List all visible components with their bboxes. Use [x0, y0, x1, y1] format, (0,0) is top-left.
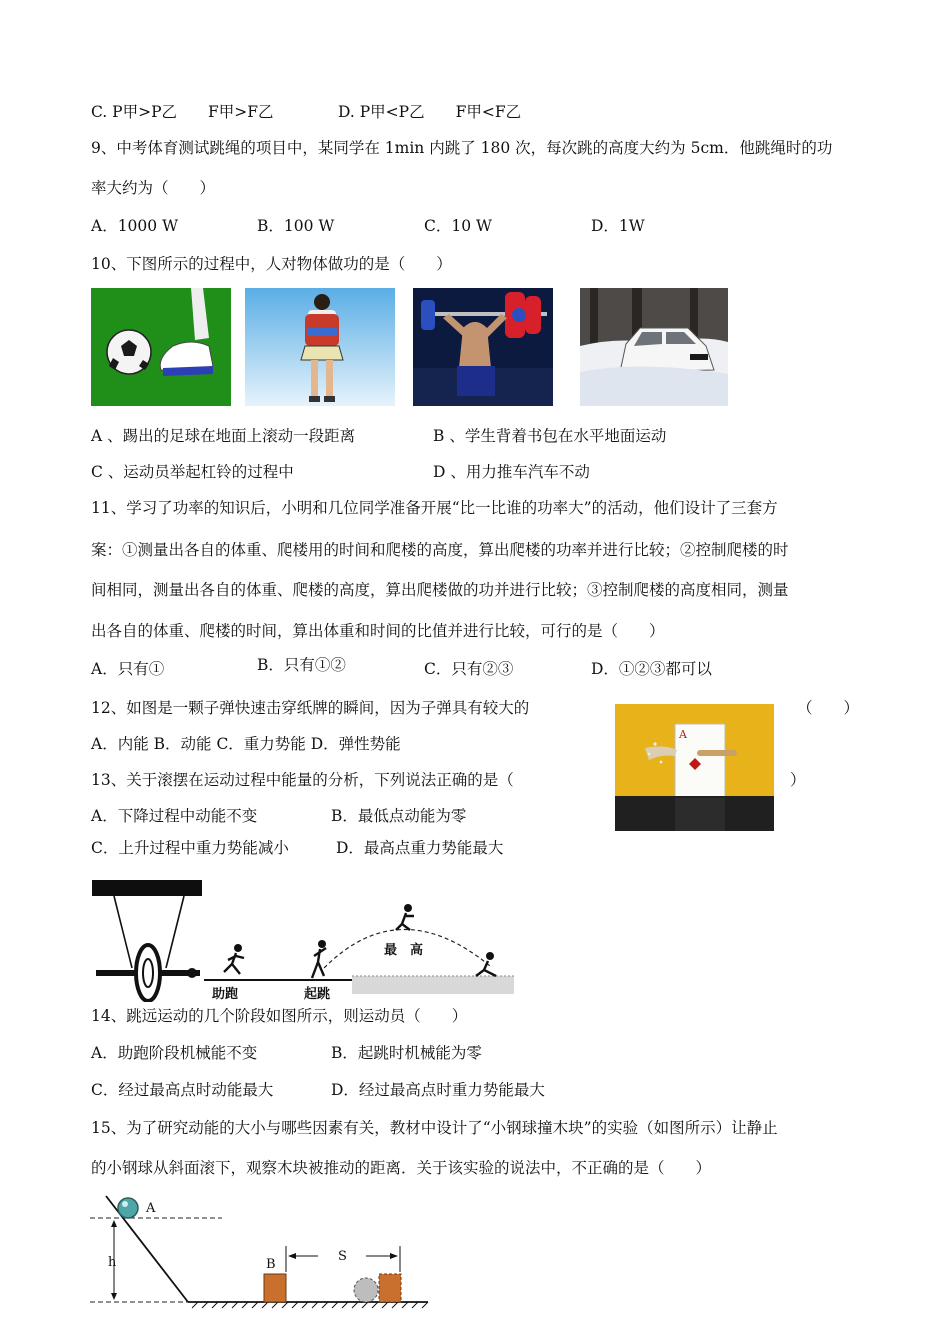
q13-option-d: D．最高点重力势能最大 — [336, 839, 504, 857]
q15-line-2: 的小钢球从斜面滚下，观察木块被推动的距离．关于该实验的说法中，不正确的是（ ） — [91, 1159, 712, 1177]
q11-line-2: 案：①测量出各自的体重、爬楼用的时间和爬楼的高度，算出爬楼的功率并进行比较；②控制爬楼的时 — [91, 541, 789, 559]
q13-answer-paren: ） — [790, 771, 806, 789]
q11-option-d: D．①②③都可以 — [591, 660, 712, 678]
q10-option-c: C 、运动员举起杠铃的过程中 — [91, 463, 294, 481]
q11-option-a: A．只有① — [91, 660, 165, 678]
q10-stem: 10、下图所示的过程中，人对物体做功的是（ ） — [91, 255, 452, 273]
label-height-h: h — [108, 1255, 117, 1270]
q12-stem: 12、如图是一颗子弹快速击穿纸牌的瞬间，因为子弹具有较大的 — [91, 699, 530, 717]
q13-option-a: A．下降过程中动能不变 — [91, 807, 258, 825]
q9-stem-cont: 率大约为（ ） — [91, 179, 216, 197]
q11-line-1: 11、学习了功率的知识后，小明和几位同学准备开展“比一比谁的功率大”的活动，他们设计了三套方 — [91, 499, 778, 517]
q12-answer-paren: （ ） — [797, 699, 860, 717]
q10-option-a: A 、踢出的足球在地面上滚动一段距离 — [91, 427, 356, 445]
q14-option-d: D．经过最高点时重力势能最大 — [331, 1081, 545, 1099]
ramp-ball-block-figure — [88, 1192, 432, 1318]
q9-stem: 9、中考体育测试跳绳的项目中，某同学在 1min 内跳了 180 次，每次跳的高度大约为 5cm．他跳绳时的功 — [91, 139, 833, 157]
bullet-card-photo — [615, 704, 774, 831]
card-letter: A — [679, 728, 687, 741]
q13-stem: 13、关于滚摆在运动过程中能量的分析，下列说法正确的是（ — [91, 771, 514, 789]
q14-option-b: B．起跳时机械能为零 — [331, 1044, 482, 1062]
q9-option-c: C．10 W — [424, 217, 492, 235]
football-kick-photo — [91, 288, 231, 406]
q14-option-c: C．经过最高点时动能最大 — [91, 1081, 274, 1099]
label-highest: 最 高 — [384, 943, 424, 958]
q9-option-d: D．1W — [591, 217, 645, 235]
label-takeoff: 起跳 — [304, 987, 331, 1002]
q9-option-a: A．1000 W — [91, 217, 178, 235]
q11-option-b: B．只有①② — [257, 656, 346, 674]
q13-option-c: C．上升过程中重力势能减小 — [91, 839, 289, 857]
label-distance-s: S — [338, 1249, 347, 1264]
q11-line-4: 出各自的体重、爬楼的时间，算出体重和时间的比值并进行比较，可行的是（ ） — [91, 622, 665, 640]
q10-option-d: D 、用力推车汽车不动 — [433, 463, 590, 481]
label-run-up: 助跑 — [212, 987, 239, 1002]
q12-options: A．内能 B．动能 C．重力势能 D．弹性势能 — [91, 735, 401, 753]
q10-option-b: B 、学生背着书包在水平地面运动 — [433, 427, 667, 445]
q15-line-1: 15、为了研究动能的大小与哪些因素有关，教材中设计了“小钢球撞木块”的实验（如图所示）让静止 — [91, 1119, 778, 1137]
q11-line-3: 间相同，测量出各自的体重、爬楼的高度，算出爬楼做的功并进行比较；③控制爬楼的高度相同，测量 — [91, 581, 789, 599]
q8-option-c: C. P甲>P乙 F甲>F乙 — [91, 103, 274, 121]
long-jump-figure — [204, 898, 516, 1004]
q13-option-b: B．最低点动能为零 — [331, 807, 467, 825]
maxwell-pendulum-figure — [92, 878, 204, 1002]
q14-stem: 14、跳远运动的几个阶段如图所示，则运动员（ ） — [91, 1007, 468, 1025]
q14-option-a: A．助跑阶段机械能不变 — [91, 1044, 258, 1062]
car-in-snow-photo — [580, 288, 728, 406]
label-ball-a: A — [146, 1201, 156, 1216]
q8-option-d: D. P甲<P乙 F甲<F乙 — [338, 103, 522, 121]
weightlifter-photo — [413, 288, 553, 406]
q9-option-b: B．100 W — [257, 217, 335, 235]
q11-option-c: C．只有②③ — [424, 660, 514, 678]
student-backpack-photo — [245, 288, 395, 406]
label-block-b: B — [266, 1257, 276, 1272]
